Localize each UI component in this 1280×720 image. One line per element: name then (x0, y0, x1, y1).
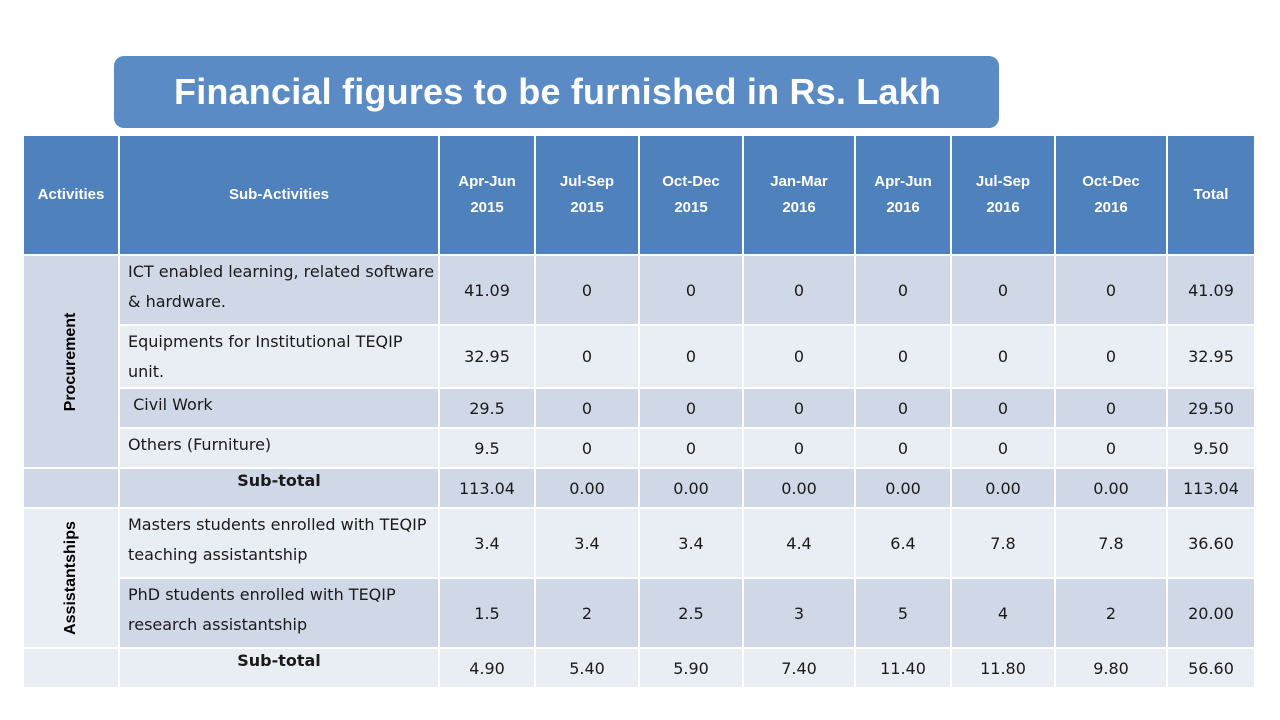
value-cell: 0 (744, 389, 856, 429)
group-label: Assistantships (62, 521, 79, 635)
subtotal-label: Sub-total (120, 649, 440, 689)
value-cell: 4.4 (744, 509, 856, 579)
value-cell: 0 (856, 256, 952, 326)
financial-table (24, 136, 1256, 689)
value-cell: 0 (952, 429, 1056, 469)
header-period: Oct-Dec 2015 (640, 136, 744, 256)
subtotal-value: 0.00 (744, 469, 856, 509)
value-cell: 0 (744, 429, 856, 469)
total-cell: 36.60 (1168, 509, 1256, 579)
subtotal-label: Sub-total (120, 469, 440, 509)
title-banner (114, 56, 999, 128)
value-cell: 0 (640, 389, 744, 429)
value-cell: 1.5 (440, 579, 536, 649)
value-cell: 0 (1056, 326, 1168, 389)
value-cell: 0 (1056, 256, 1168, 326)
sub-activity-label: ICT enabled learning, related software & hardware. (120, 256, 440, 326)
table-row (24, 389, 1256, 429)
group-label-cell (24, 256, 120, 469)
subtotal-value: 5.90 (640, 649, 744, 689)
total-cell: 41.09 (1168, 256, 1256, 326)
subtotal-total: 113.04 (1168, 469, 1256, 509)
value-cell: 0 (1056, 389, 1168, 429)
subtotal-value: 11.40 (856, 649, 952, 689)
subtotal-value: 5.40 (536, 649, 640, 689)
sub-activity-label: PhD students enrolled with TEQIP research assistantship (120, 579, 440, 649)
value-cell: 41.09 (440, 256, 536, 326)
total-cell: 32.95 (1168, 326, 1256, 389)
value-cell: 0 (744, 326, 856, 389)
subtotal-value: 0.00 (536, 469, 640, 509)
value-cell: 2.5 (640, 579, 744, 649)
value-cell: 2 (1056, 579, 1168, 649)
total-cell: 29.50 (1168, 389, 1256, 429)
value-cell: 0 (640, 326, 744, 389)
header-period: Apr-Jun 2016 (856, 136, 952, 256)
value-cell: 6.4 (856, 509, 952, 579)
sub-activity-label: Others (Furniture) (120, 429, 440, 469)
value-cell: 3.4 (640, 509, 744, 579)
header-period: Jan-Mar 2016 (744, 136, 856, 256)
value-cell: 0 (856, 389, 952, 429)
table-row (24, 429, 1256, 469)
value-cell: 4 (952, 579, 1056, 649)
total-cell: 20.00 (1168, 579, 1256, 649)
value-cell: 32.95 (440, 326, 536, 389)
value-cell: 0 (640, 429, 744, 469)
value-cell: 2 (536, 579, 640, 649)
table-row (24, 509, 1256, 579)
table-row (24, 326, 1256, 389)
value-cell: 9.5 (440, 429, 536, 469)
sub-activity-label: Civil Work (120, 389, 440, 429)
subtotal-value: 11.80 (952, 649, 1056, 689)
subtotal-value: 0.00 (1056, 469, 1168, 509)
value-cell: 0 (952, 256, 1056, 326)
total-cell: 9.50 (1168, 429, 1256, 469)
value-cell: 0 (856, 326, 952, 389)
table-row (24, 256, 1256, 326)
header-period: Apr-Jun 2015 (440, 136, 536, 256)
value-cell: 3 (744, 579, 856, 649)
value-cell: 0 (536, 256, 640, 326)
value-cell: 0 (744, 256, 856, 326)
value-cell: 7.8 (952, 509, 1056, 579)
value-cell: 3.4 (440, 509, 536, 579)
sub-activity-label: Masters students enrolled with TEQIP teaching assistantship (120, 509, 440, 579)
value-cell: 0 (952, 389, 1056, 429)
header-period: Oct-Dec 2016 (1056, 136, 1168, 256)
subtotal-value: 0.00 (640, 469, 744, 509)
subtotal-total: 56.60 (1168, 649, 1256, 689)
header-total: Total (1168, 136, 1256, 256)
subtotal-value: 9.80 (1056, 649, 1168, 689)
value-cell: 3.4 (536, 509, 640, 579)
table-row (24, 579, 1256, 649)
header-activities: Activities (24, 136, 120, 256)
header-row (24, 136, 1256, 256)
value-cell: 0 (536, 389, 640, 429)
value-cell: 0 (1056, 429, 1168, 469)
header-sub-activities: Sub-Activities (120, 136, 440, 256)
sub-activity-label: Equipments for Institutional TEQIP unit. (120, 326, 440, 389)
subtotal-value: 7.40 (744, 649, 856, 689)
subtotal-value: 4.90 (440, 649, 536, 689)
value-cell: 0 (536, 326, 640, 389)
header-period: Jul-Sep 2015 (536, 136, 640, 256)
value-cell: 0 (536, 429, 640, 469)
value-cell: 0 (856, 429, 952, 469)
value-cell: 5 (856, 579, 952, 649)
subtotal-row (24, 469, 1256, 509)
blank-cell (24, 469, 120, 509)
value-cell: 0 (952, 326, 1056, 389)
value-cell: 7.8 (1056, 509, 1168, 579)
group-label: Procurement (62, 312, 79, 411)
page-title: Financial figures to be furnished in Rs. Lakh (174, 71, 942, 112)
subtotal-row (24, 649, 1256, 689)
subtotal-value: 0.00 (952, 469, 1056, 509)
subtotal-value: 0.00 (856, 469, 952, 509)
value-cell: 0 (640, 256, 744, 326)
subtotal-value: 113.04 (440, 469, 536, 509)
value-cell: 29.5 (440, 389, 536, 429)
blank-cell (24, 649, 120, 689)
header-period: Jul-Sep 2016 (952, 136, 1056, 256)
group-label-cell (24, 509, 120, 649)
